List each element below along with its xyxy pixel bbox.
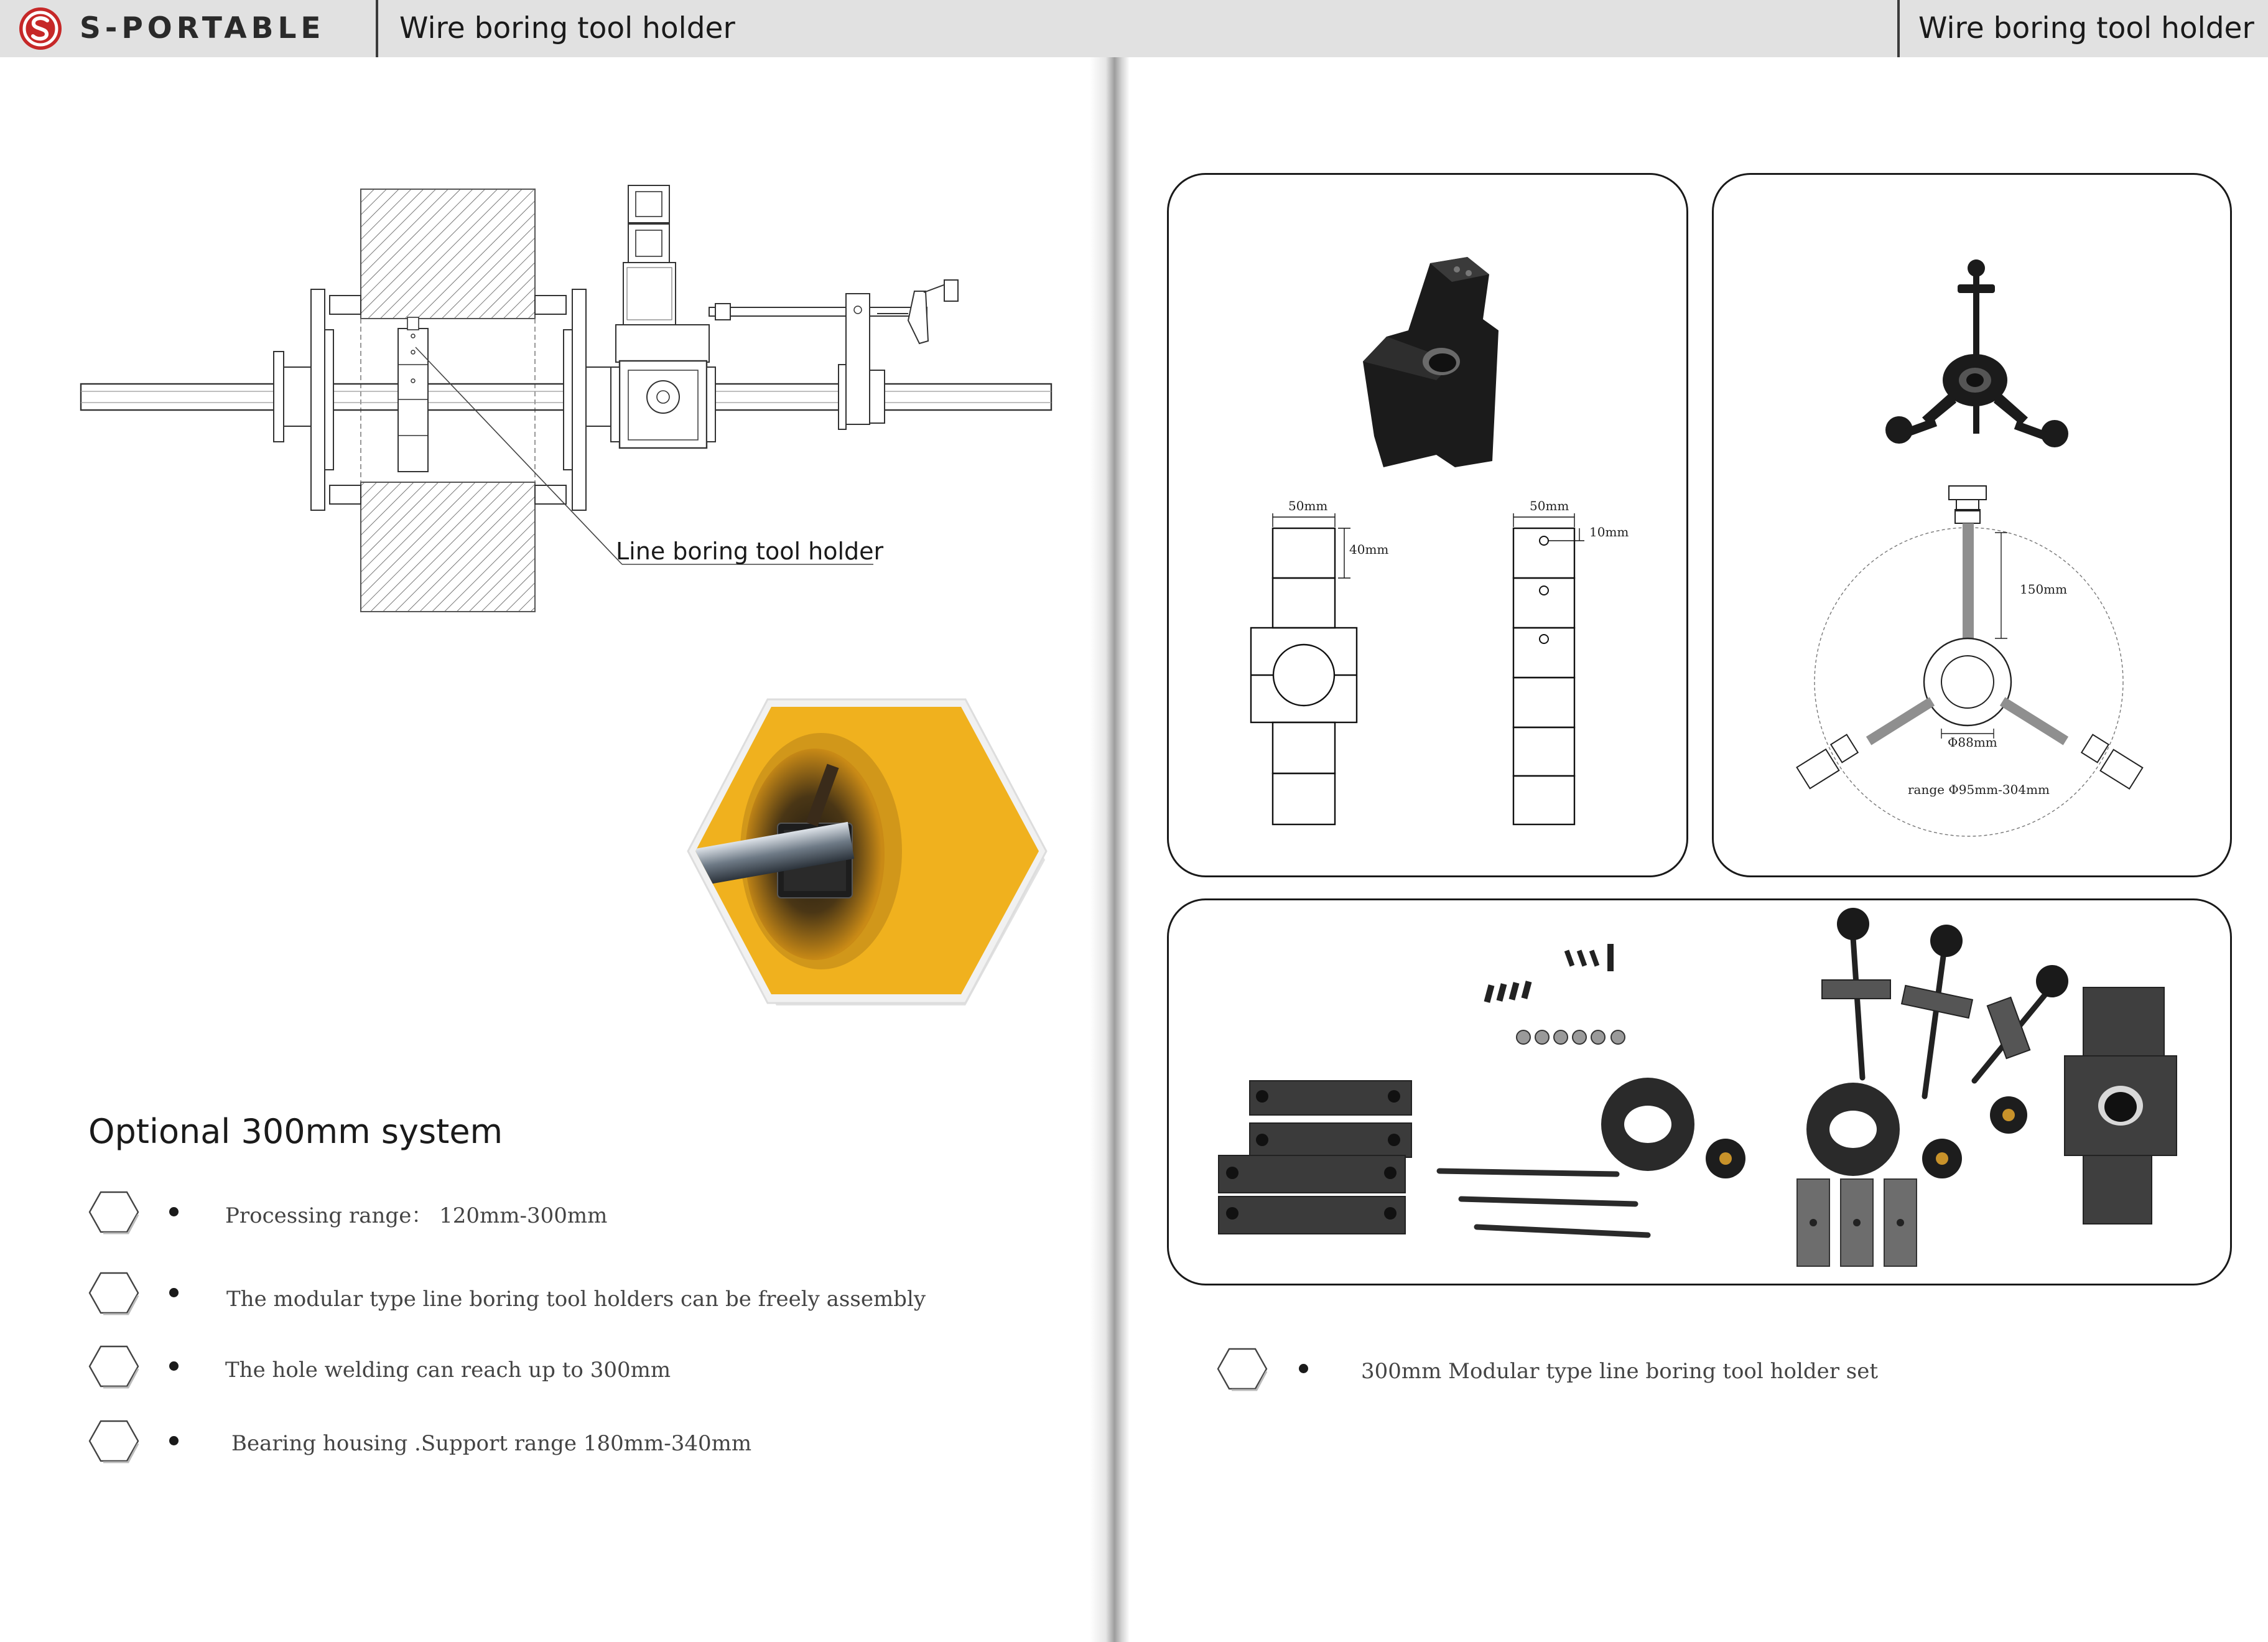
dim-width-a: 50mm xyxy=(1288,498,1328,513)
hexagon-bullet-icon xyxy=(87,1417,139,1465)
dim-offset-b: 10mm xyxy=(1589,525,1629,539)
hexagon-bullet-icon xyxy=(87,1188,139,1236)
support-drawing xyxy=(1714,175,2230,875)
dim-arm-length: 150mm xyxy=(2020,582,2068,597)
section-title: Optional 300mm system xyxy=(88,1112,503,1151)
hexagon-bullet-icon xyxy=(87,1343,139,1390)
dim-height-a: 40mm xyxy=(1349,542,1389,557)
page-spine xyxy=(1090,57,1130,1642)
header-divider xyxy=(1897,0,1900,57)
bullet-dot xyxy=(1299,1364,1308,1373)
kit-photo xyxy=(1169,900,2230,1284)
brand-logo-icon xyxy=(17,6,63,52)
hexagon-bullet-icon xyxy=(1215,1345,1268,1392)
left-page-title: Wire boring tool holder xyxy=(399,11,735,45)
holder-dimension-panel xyxy=(1167,173,1688,877)
line-boring-assembly-drawing xyxy=(75,180,1070,628)
bullet-dot xyxy=(169,1207,179,1216)
bullet-text: The hole welding can reach up to 300mm xyxy=(225,1358,671,1383)
bullet-dot xyxy=(169,1288,179,1297)
bullet-dot xyxy=(169,1361,179,1371)
bullet-text: Bearing housing .Support range 180mm-340mm xyxy=(231,1431,752,1456)
dim-bore: Φ88mm xyxy=(1948,735,1997,750)
dim-width-b: 50mm xyxy=(1530,498,1569,513)
brand-name: S-PORTABLE xyxy=(80,11,325,45)
kit-photo-panel xyxy=(1167,898,2232,1285)
support-dimension-panel xyxy=(1712,173,2232,877)
kit-caption: 300mm Modular type line boring tool holder set xyxy=(1361,1359,1879,1384)
hexagon-bullet-icon xyxy=(87,1269,139,1317)
dim-range: range Φ95mm-304mm xyxy=(1908,782,2050,797)
header-bar xyxy=(0,0,2268,57)
bullet-text: The modular type line boring tool holders can be freely assembly xyxy=(226,1287,926,1312)
hexagon-photo xyxy=(684,683,1057,1032)
bullet-text: Processing range： 120mm-300mm xyxy=(225,1203,608,1228)
bullet-dot xyxy=(169,1436,179,1445)
drawing-callout-label: Line boring tool holder xyxy=(616,538,884,565)
header-divider xyxy=(376,0,378,57)
right-page-title: Wire boring tool holder xyxy=(1918,11,2254,45)
